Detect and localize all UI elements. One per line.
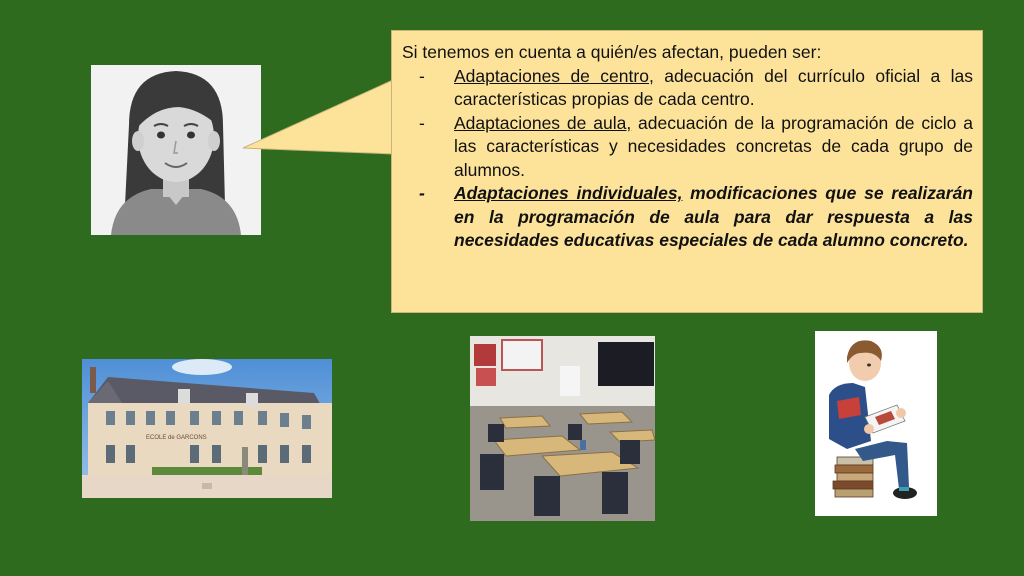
list-dash: -	[419, 65, 425, 86]
item-term: Adaptaciones de aula,	[454, 112, 632, 133]
list-dash: -	[419, 183, 425, 203]
item-description: adecuación del currículo oficial a las características propias de cada centro.	[454, 65, 973, 109]
list-item	[402, 65, 973, 112]
item-term: Adaptaciones individuales,	[454, 183, 683, 203]
item-term: Adaptaciones de centro,	[454, 65, 654, 86]
list-dash: -	[419, 112, 425, 133]
list-item	[402, 182, 973, 253]
item-description: adecuación de la programación de ciclo a las características y necesidades concretas de cada grupo de alumnos.	[454, 112, 973, 180]
intro-text: Si tenemos en cuenta a quién/es afectan, pueden ser:	[402, 42, 822, 62]
school-building-photo	[82, 359, 332, 498]
bubble-text	[402, 41, 973, 253]
adaptations-list	[402, 65, 973, 253]
classroom-photo	[470, 336, 655, 521]
woman-avatar-icon	[91, 65, 261, 235]
list-item	[402, 112, 973, 183]
item-description: modificaciones que se realizarán en la programación de aula para dar respuesta a las necesidades educativas especiales de cada alumno concreto.	[454, 183, 973, 250]
child-reading-photo	[815, 331, 937, 516]
school-sign: ECOLE de GARCONS	[146, 435, 207, 441]
speech-bubble	[391, 30, 983, 313]
